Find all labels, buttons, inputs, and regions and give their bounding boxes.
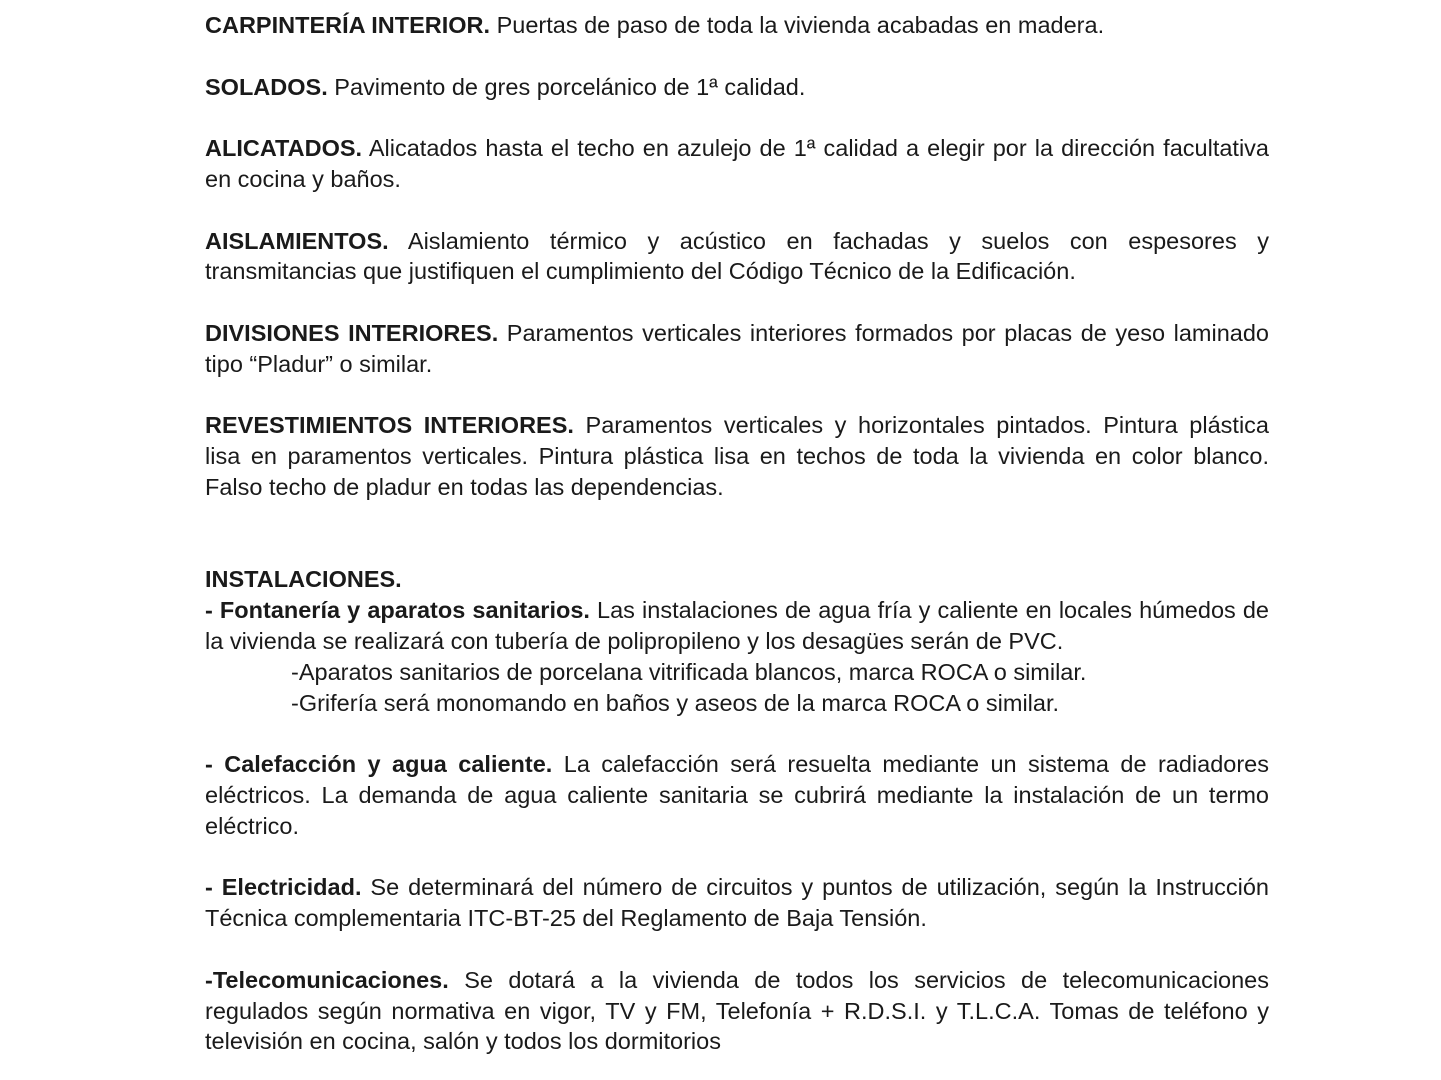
paragraph-text: Aislamiento térmico y acústico en fachadas y suelos con espesores y transmitancias que justifiquen el cumplimiento del Código Técnico de la Edificación. bbox=[205, 227, 1269, 285]
paragraph-text: Las instalaciones de agua fría y caliente en locales húmedos de la vivienda se realizará con tubería de polipropileno y los desagües serán de PVC. bbox=[205, 597, 1269, 654]
list-item-griferia: -Grifería será monomando en baños y aseos de la marca ROCA o similar. bbox=[291, 689, 1060, 716]
paragraph-text: La calefacción será resuelta mediante un sistema de radiadores eléctricos. La demanda de agua caliente sanitaria se cubrirá mediante la instalación de un termo eléctrico. bbox=[205, 751, 1269, 839]
document-page bbox=[205, 10, 1269, 1057]
section-spacer bbox=[205, 534, 1269, 565]
paragraph-calefaccion bbox=[205, 749, 1269, 841]
paragraph-heading: - Electricidad. bbox=[205, 874, 362, 901]
paragraph-text: Paramentos verticales interiores formados por placas de yeso laminado tipo “Pladur” o similar. bbox=[205, 319, 1269, 377]
paragraph-fontaneria bbox=[205, 595, 1269, 657]
paragraph-text: Puertas de paso de toda la vivienda acabadas en madera. bbox=[490, 12, 1105, 38]
paragraph-divisiones bbox=[205, 318, 1269, 380]
paragraph-text: Pavimento de gres porcelánico de 1ª calidad. bbox=[327, 73, 806, 100]
paragraph-aislamientos bbox=[205, 226, 1269, 288]
section-title-instalaciones: INSTALACIONES. bbox=[205, 566, 402, 593]
paragraph-carpinteria bbox=[205, 10, 1269, 41]
paragraph-heading: AISLAMIENTOS. bbox=[205, 227, 389, 254]
paragraph-heading: ALICATADOS. bbox=[205, 135, 363, 162]
paragraph-heading: -Telecomunicaciones. bbox=[205, 966, 449, 993]
paragraph-revestimientos bbox=[205, 410, 1269, 502]
paragraph-electricidad bbox=[205, 872, 1269, 934]
paragraph-heading: SOLADOS. bbox=[205, 73, 328, 100]
paragraph-heading: DIVISIONES INTERIORES. bbox=[205, 319, 499, 346]
paragraph-text: Paramentos verticales y horizontales pintados. Pintura plástica lisa en paramentos verticales. Pintura plástica lisa en techos de toda la vivienda en color blanco. Falso techo de pladur en todas las dependencias. bbox=[205, 412, 1269, 500]
paragraph-text: Se dotará a la vivienda de todos los servicios de telecomunicaciones regulados según normativa en vigor, TV y FM, Telefonía + R.D.S.I. y T.L.C.A. Tomas de teléfono y televisión en cocina, salón y todos los dormitorios bbox=[205, 966, 1269, 1055]
paragraph-alicatados bbox=[205, 133, 1269, 195]
paragraph-heading: REVESTIMIENTOS INTERIORES. bbox=[205, 412, 574, 439]
paragraph-heading: - Fontanería y aparatos sanitarios. bbox=[205, 597, 590, 624]
paragraph-solados bbox=[205, 72, 1269, 103]
list-item-aparatos: -Aparatos sanitarios de porcelana vitrificada blancos, marca ROCA o similar. bbox=[291, 658, 1087, 685]
paragraph-heading: CARPINTERÍA INTERIOR. bbox=[205, 12, 491, 38]
paragraph-text: Alicatados hasta el techo en azulejo de 1ª calidad a elegir por la dirección facultativa en cocina y baños. bbox=[205, 135, 1269, 192]
paragraph-heading: - Calefacción y agua caliente. bbox=[205, 751, 553, 778]
paragraph-text: Se determinará del número de circuitos y puntos de utilización, según la Instrucción Técnica complementaria ITC-BT-25 del Reglamento de Baja Tensión. bbox=[205, 874, 1270, 932]
paragraph-telecomunicaciones bbox=[205, 965, 1269, 1057]
